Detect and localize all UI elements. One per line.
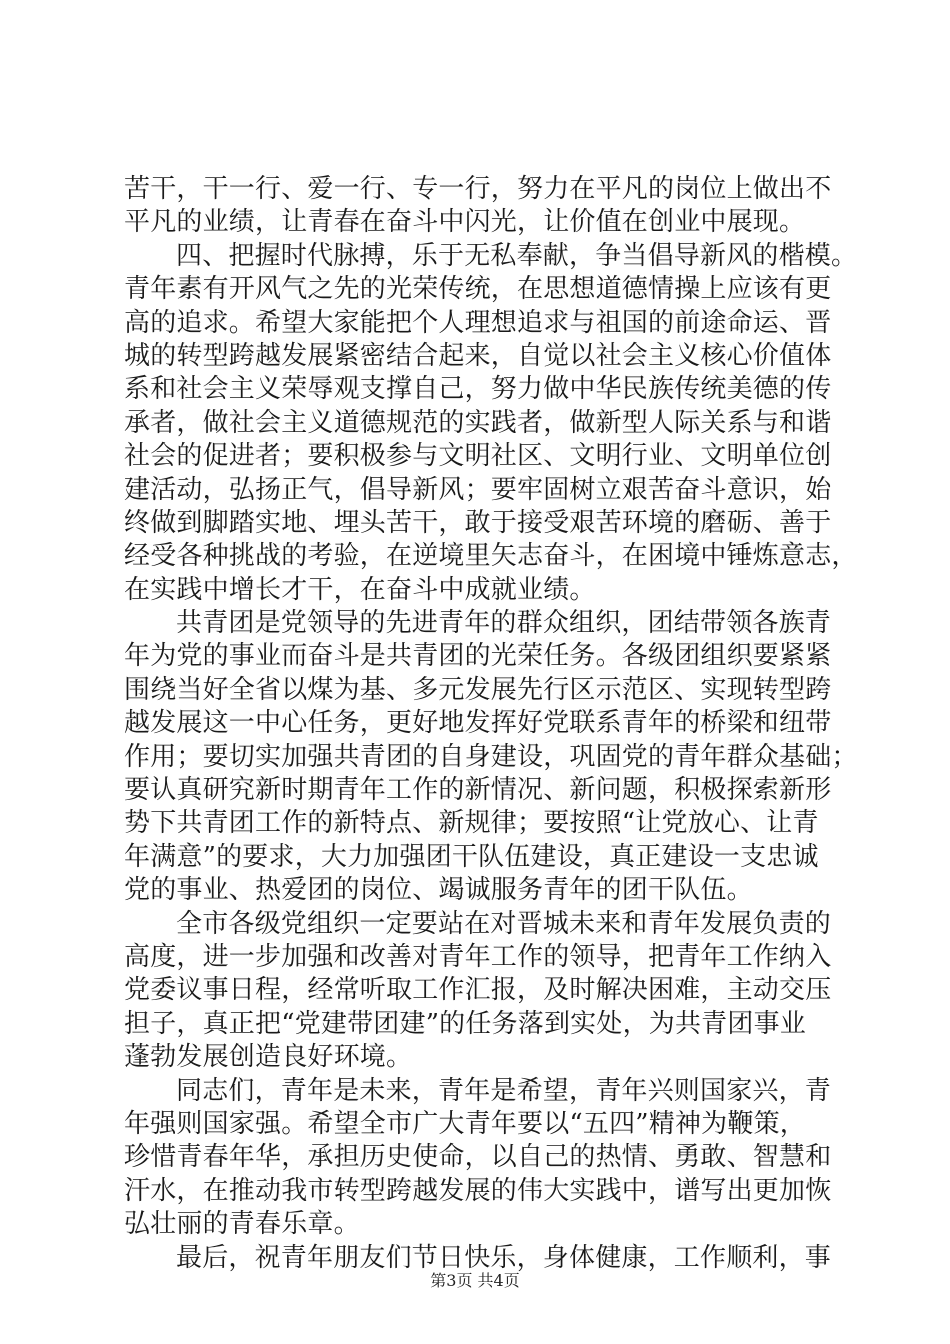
text-line: 高度，进一步加强和改善对青年工作的领导，把青年工作纳入 <box>124 941 832 972</box>
text-line: 围绕当好全省以煤为基、多元发展先行区示范区、实现转型跨 <box>124 674 832 705</box>
text-line: 承者，做社会主义道德规范的实践者，做新型人际关系与和谐 <box>124 407 832 438</box>
text-line: 党的事业、热爱团的岗位、竭诚服务青年的团干队伍。 <box>124 875 753 906</box>
text-line: 年强则国家强。希望全市广大青年要以“五四”精神为鞭策， <box>124 1108 806 1139</box>
text-line: 苦干，干一行、爱一行、专一行，努力在平凡的岗位上做出不 <box>124 174 832 204</box>
text-line: 高的追求。希望大家能把个人理想追求与祖国的前途命运、晋 <box>124 307 832 338</box>
text-line: 在实践中增长才干，在奋斗中成就业绩。 <box>124 574 596 605</box>
text-line: 系和社会主义荣辱观支撑自己，努力做中华民族传统美德的传 <box>124 374 832 405</box>
text-line: 弘壮丽的青春乐章。 <box>124 1209 360 1240</box>
text-line: 蓬勃发展创造良好环境。 <box>124 1042 413 1073</box>
section-heading: 四、把握时代脉搏，乐于无私奉献，争当倡导新风的楷模。 <box>176 240 858 271</box>
text-line: 经受各种挑战的考验，在逆境里矢志奋斗，在困境中锤炼意志， <box>124 541 858 572</box>
text-line: 年为党的事业而奋斗是共青团的光荣任务。各级团组织要紧紧 <box>124 641 832 672</box>
text-line: 珍惜青春年华，承担历史使命，以自己的热情、勇敢、智慧和 <box>124 1142 832 1173</box>
paragraph-start: 共青团是党领导的先进青年的群众组织，团结带领各族青 <box>176 608 832 639</box>
text-line: 终做到脚踏实地、埋头苦干，敢于接受艰苦环境的磨砺、善于 <box>124 507 832 538</box>
text-line: 势下共青团工作的新特点、新规律；要按照“让党放心、让青 <box>124 808 819 839</box>
text-line: 青年素有开风气之先的光荣传统，在思想道德情操上应该有更 <box>124 274 832 305</box>
text-line: 建活动，弘扬正气，倡导新风；要牢固树立艰苦奋斗意识，始 <box>124 474 832 505</box>
text-line: 要认真研究新时期青年工作的新情况、新问题，积极探索新形 <box>124 775 832 806</box>
body-text <box>124 173 858 1275</box>
text-line: 党委议事日程，经常听取工作汇报，及时解决困难，主动交压 <box>124 975 832 1006</box>
text-line: 年满意”的要求，大力加强团干队伍建设，真正建设一支忠诚 <box>124 841 819 872</box>
text-line: 城的转型跨越发展紧密结合起来，自觉以社会主义核心价值体 <box>124 340 832 371</box>
page-number-footer: 第3页 共4页 <box>430 1271 520 1290</box>
text-line: 担子，真正把“党建带团建”的任务落到实处，为共青团事业 <box>124 1008 806 1039</box>
text-line: 平凡的业绩，让青春在奋斗中闪光，让价值在创业中展现。 <box>124 207 806 238</box>
paragraph-start: 同志们，青年是未来，青年是希望，青年兴则国家兴，青 <box>176 1075 832 1106</box>
text-line: 作用；要切实加强共青团的自身建设，巩固党的青年群众基础； <box>124 741 858 772</box>
text-line: 越发展这一中心任务，更好地发挥好党联系青年的桥梁和纽带 <box>124 708 832 739</box>
text-line: 社会的促进者；要积极参与文明社区、文明行业、文明单位创 <box>124 441 832 472</box>
text-line: 汗水，在推动我市转型跨越发展的伟大实践中，谱写出更加恢 <box>124 1175 832 1206</box>
paragraph-start: 最后，祝青年朋友们节日快乐，身体健康，工作顺利，事 <box>176 1242 832 1273</box>
paragraph-start: 全市各级党组织一定要站在对晋城未来和青年发展负责的 <box>176 908 832 939</box>
